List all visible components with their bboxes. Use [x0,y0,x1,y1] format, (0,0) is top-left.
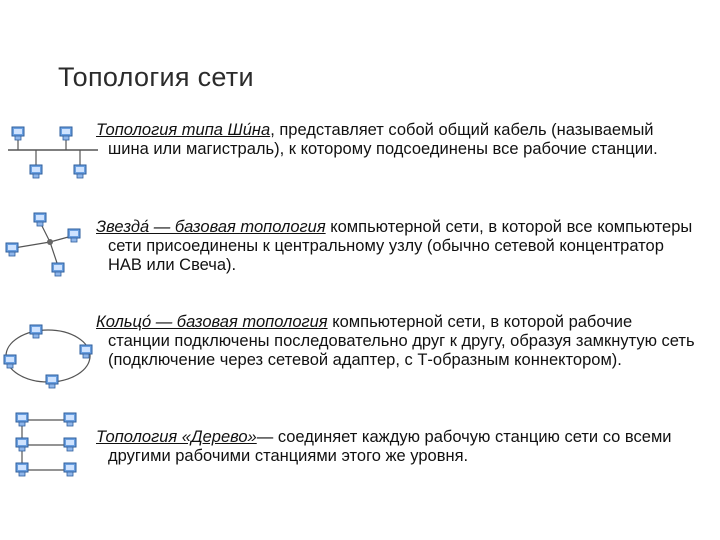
bus-topology-text [96,121,698,159]
star-topology-term: Звезда́ — базовая топология [96,218,326,236]
ring-topology-description: компьютерной сети, в которой рабочие станции подключены последовательно друг к другу, образуя замкнутую сеть (подключение через сетевой адаптер, с Т-образным коннектором). [108,313,695,369]
tree-topology-icon [16,413,76,476]
slide-title: Топология сети [58,62,254,92]
tree-topology-description: — соединяет каждую рабочую станцию сети со всеми другими рабочими станциями этого же уровня. [108,428,672,465]
ring-topology-text [96,313,698,370]
tree-topology-text [96,428,698,466]
bus-topology-icon [8,127,98,178]
bus-topology-description: , представляет собой общий кабель (называемый шина или магистраль), к которому подсоединены все рабочие станции. [108,121,658,158]
bus-topology-term: Топология типа Ши́на [96,121,271,139]
star-topology-text [96,218,698,275]
tree-topology-term: Топология «Дерево» [96,428,257,446]
ring-topology-icon [4,325,92,388]
star-topology-description: компьютерной сети, в которой все компьютеры сети присоединены к центральному узлу (обычно сетевой концентратор НАВ или Свеча). [108,218,693,274]
star-topology-icon [6,213,80,276]
ring-topology-term: Кольцо́ — базовая топология [96,313,328,331]
